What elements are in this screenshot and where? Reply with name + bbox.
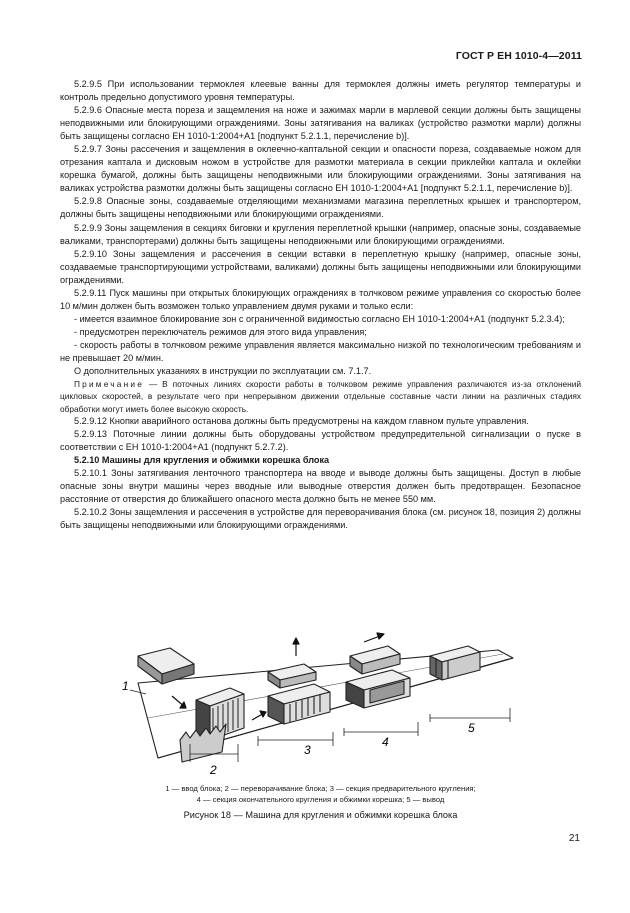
callout-2: 2 [210, 763, 217, 777]
paragraph-5-2-10-1: 5.2.10.1 Зоны затягивания ленточного транспортера на вводе и выводе должны быть защищены. Доступ в любые опасные зоны внутри машины через вводные или выводные отверстия должен быть предотвращен. Безопасное расстояние от отверстия до ближайшего опасного места должно быть не менее 550 мм. [60, 468, 581, 505]
list-item-speed: - скорость работы в толчковом режиме управления является максимально низкой по технологическим требованиям и не превышает 20 м/мин. [60, 339, 581, 363]
paragraph-5-2-9-5: 5.2.9.5 При использовании термоклея клеевые ванны для термоклея должны иметь регулятор температуры и контроль предельно допустимого уровня температуры. [60, 79, 581, 103]
figure-18-machine-drawing [118, 628, 518, 778]
figure-legend [60, 783, 581, 805]
callout-4: 4 [382, 735, 389, 749]
paragraph-5-2-10-2: 5.2.10.2 Зоны защемления и рассечения в устройстве для переворачивания блока (см. рисунок 18, позиция 2) должны быть защищены неподвижными или блокирующими ограждениями. [60, 507, 581, 531]
list-item-mode-switch: - предусмотрен переключатель режимов для этого вида управления; [74, 326, 367, 337]
output-section [430, 646, 480, 680]
legend-line-2: 4 — секция окончательного кругления и обжимки корешка; 5 — вывод [196, 795, 445, 804]
figure-caption: Рисунок 18 — Машина для кругления и обжимки корешка блока [183, 810, 458, 820]
paragraph-5-2-9-12: 5.2.9.12 Кнопки аварийного останова должны быть предусмотрены на каждом главном пульте управления. [74, 415, 529, 426]
section-heading-5-2-10: 5.2.10 Машины для кругления и обжимки корешка блока [74, 455, 330, 466]
paragraph-5-2-9-11: 5.2.9.11 Пуск машины при открытых блокирующих ограждениях в толчковом режиме управления со скоростью более 10 м/мин должен быть возможен только управлением двумя руками и только если: [60, 287, 581, 311]
document-body [60, 78, 581, 532]
note [60, 378, 581, 415]
page-number: 21 [568, 833, 580, 844]
list-item-interlock: - имеется взаимное блокирование зон с ограниченной видимостью согласно ЕН 1010-1:2004+А1 (подпункт 5.2.3.4); [74, 313, 565, 324]
paragraph-5-2-9-7: 5.2.9.7 Зоны рассечения и защемления в оклеечно-каптальной секции и опасности пореза, создаваемые ножом для отрезания каптала и дисковым ножом в устройстве для размотки материала в секции приклейки каптала и оклейки корешка бумагой, должны быть защищены неподвижными или блокирующими ограждениями. Зоны затягивания на валиках устройства размотки должны быть защищены согласно ЕН 1010-1:2004+А1 [подпункт 5.2.1.1, перечисление b)]. [60, 144, 581, 194]
paragraph-5-2-9-8: 5.2.9.8 Опасные зоны, создаваемые отделяющими механизмами магазина переплетных крышек и транспортером, должны быть защищены неподвижными или блокирующими ограждениями. [60, 196, 581, 220]
callout-3: 3 [304, 743, 311, 757]
paragraph-5-2-9-6: 5.2.9.6 Опасные места пореза и защемления на ноже и зажимах марли в марлевой секции должны быть защищены неподвижными или блокирующими ограждениями. Зоны затягивания на валиках (устройство размотки марли) должны быть защищены согласно ЕН 1010-1:2004+А1 [подпункт 5.2.1.1, перечисление b)]. [60, 105, 581, 142]
paragraph-5-2-9-13: 5.2.9.13 Поточные линии должны быть оборудованы устройством предупредительной сигнализации о пуске в соответствии с ЕН 1010-1:2004+А1 (подпункт 5.2.7.2). [60, 429, 581, 453]
paragraph-instructions-ref: О дополнительных указаниях в инструкции по эксплуатации см. 7.1.7. [74, 366, 372, 377]
document-header: ГОСТ Р ЕН 1010-4—2011 [455, 50, 582, 62]
paragraph-5-2-9-10: 5.2.9.10 Зоны защемления и рассечения в секции вставки в переплетную крышку (например, опасные зоны, создаваемые транспортирующими устройствами, валиками) должны быть защищены неподвижными или блокирующими ограждениями. [60, 248, 581, 285]
paragraph-5-2-9-9: 5.2.9.9 Зоны защемления в секциях биговки и кругления переплетной крышки (например, опасные зоны, создаваемые валиками, транспортерами) должны быть защищены неподвижными или блокирующими ограждениями. [60, 222, 581, 246]
machine-illustration [118, 628, 518, 778]
note-text: — В поточных линиях скорости работы в толчковом режиме управления различаются из-за отклонений цикловых скоростей, в результате чего при непрерывном движении отдельные составные части линии на различных стадиях обработки могут иметь более высокую скорость. [60, 379, 581, 414]
legend-line-1: 1 — ввод блока; 2 — переворачивание блока; 3 — секция предварительного кругления; [165, 784, 476, 793]
callout-1: 1 [122, 679, 129, 693]
callout-5: 5 [468, 721, 475, 735]
note-label: Примечание [74, 379, 145, 390]
